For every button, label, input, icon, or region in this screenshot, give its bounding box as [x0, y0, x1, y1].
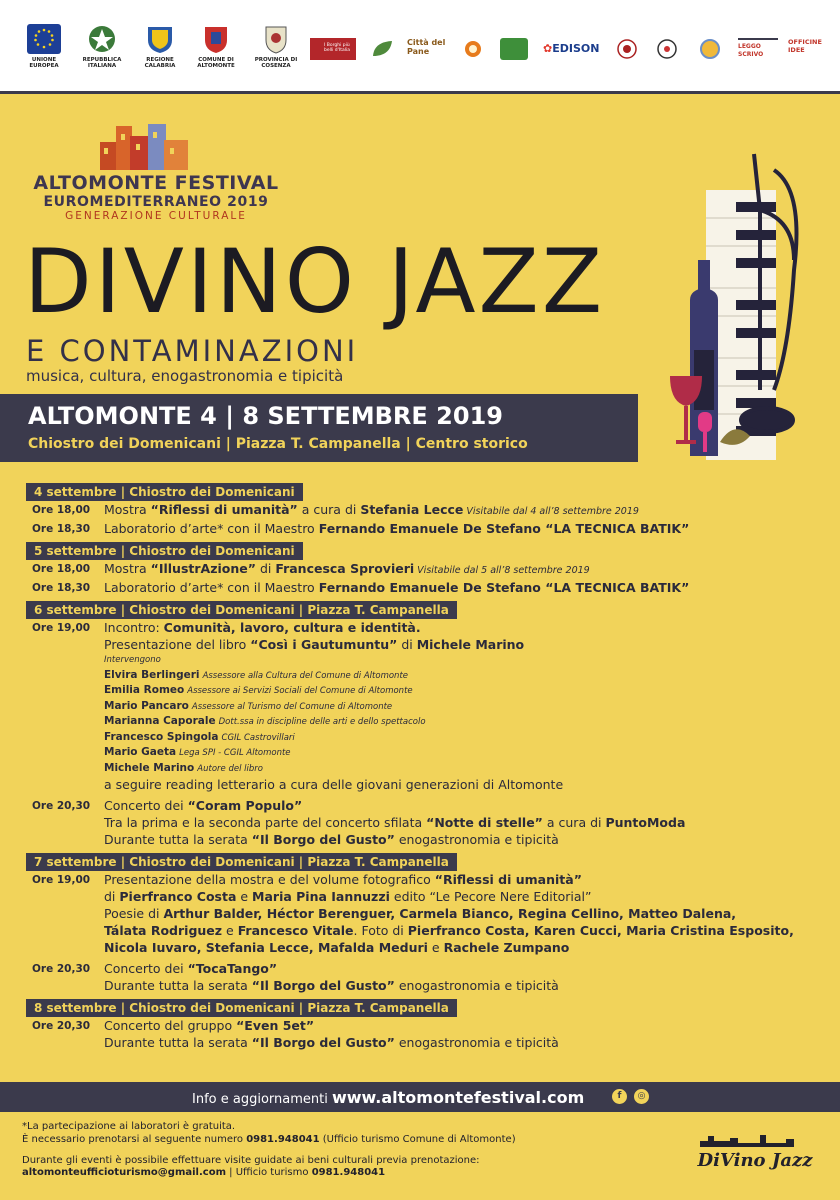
- event-line: [26, 977, 816, 994]
- edison-flower-icon: ✿: [543, 42, 553, 55]
- leggo-scrivo-logo-text: LEGGO SCRIVO: [738, 43, 764, 58]
- facebook-icon[interactable]: f: [612, 1089, 627, 1104]
- speaker-role: Assessore al Turismo del Comune di Altomonte: [191, 701, 393, 712]
- officine-idee-logo: [788, 38, 830, 60]
- event-text: di: [397, 637, 417, 652]
- event-item: [26, 560, 816, 579]
- speaker-name: Emilia Romeo: [104, 684, 185, 696]
- event-text: . Foto di: [353, 923, 408, 938]
- event-highlight: Fernando Emanuele De Stefano “LA TECNICA BATIK”: [318, 580, 690, 595]
- calabria-logo: [134, 24, 186, 69]
- festival-tagline: GENERAZIONE CULTURALE: [65, 210, 247, 222]
- speaker-item: [26, 668, 816, 684]
- altomonte-crest-icon: [199, 24, 233, 54]
- borghi-logo-text: I Borghi più belli d'Italia: [324, 43, 351, 53]
- edison-logo: [543, 38, 603, 60]
- event-line: [26, 814, 816, 831]
- divino-jazz-logo: [690, 1132, 820, 1180]
- speaker-list: [26, 668, 816, 777]
- speaker-role: Assessore alla Cultura del Comune di Altomonte: [202, 670, 409, 681]
- eu-logo-label: UNIONE EUROPEA: [29, 57, 59, 69]
- info-line: [192, 1088, 584, 1107]
- day-header: 7 settembre | Chiostro dei Domenicani | Piazza T. Campanella: [26, 853, 457, 871]
- day-4-september: [26, 481, 816, 537]
- festival-subtitle: EUROMEDITERRANEO 2019: [43, 194, 269, 210]
- partner-logo-strip: [0, 0, 840, 94]
- speaker-name: Francesco Spingola: [104, 730, 219, 743]
- event-item: [26, 871, 816, 888]
- event-time: Ore 19,00: [32, 622, 91, 634]
- cosenza-crest-icon: [259, 24, 293, 54]
- altomonte-logo: [190, 24, 242, 69]
- event-text: enogastronomia e tipicità: [394, 1035, 559, 1050]
- cooking-club-logo-icon: [656, 38, 678, 60]
- event-text: Durante tutta la serata: [104, 978, 252, 993]
- event-text: Mostra: [104, 502, 151, 517]
- event-item: [26, 501, 816, 520]
- speakers-heading: [26, 653, 816, 668]
- event-highlight: Pierfranco Costa: [119, 889, 237, 904]
- calabria-logo-label: REGIONE CALABRIA: [144, 57, 176, 69]
- event-text: a cura di: [542, 815, 606, 830]
- italy-logo: [76, 24, 128, 69]
- footer-note-text: (Ufficio turismo Comune di Altomonte): [319, 1134, 516, 1145]
- event-text: enogastronomia e tipicità: [394, 978, 559, 993]
- day-header: 4 settembre | Chiostro dei Domenicani: [26, 483, 303, 501]
- event-highlight: Fernando Emanuele De Stefano “LA TECNICA BATIK”: [318, 521, 690, 536]
- instagram-icon[interactable]: ◎: [634, 1089, 649, 1104]
- day-8-september: [26, 997, 816, 1051]
- event-item: [26, 520, 816, 537]
- wine-trumpet-piano-illustration: [664, 150, 814, 470]
- leggo-scrivo-logo: [738, 38, 778, 60]
- event-note: Visitabile dal 4 all’8 settembre 2019: [463, 506, 639, 517]
- event-line: [26, 922, 816, 939]
- event-highlight: “Il Borgo del Gusto”: [251, 1035, 395, 1050]
- event-highlight: “Riflessi di umanità”: [434, 872, 582, 887]
- event-time: Ore 18,30: [32, 582, 91, 594]
- event-time: Ore 18,00: [32, 563, 91, 575]
- event-item: [26, 579, 816, 596]
- event-highlight: Maria Pina Iannuzzi: [252, 889, 390, 904]
- info-label: Info e aggiornamenti: [192, 1092, 332, 1107]
- event-text: Durante tutta la serata: [104, 1035, 252, 1050]
- eu-logo: [18, 24, 70, 69]
- green-badge-logo: [500, 38, 528, 60]
- event-text: Concerto del gruppo: [104, 1018, 237, 1033]
- event-highlight: “Even 5et”: [236, 1018, 315, 1033]
- event-highlight: Francesca Sprovieri: [275, 561, 415, 576]
- website-link[interactable]: www.altomontefestival.com: [331, 1088, 585, 1107]
- footer-note-text: È necessario prenotarsi al seguente numero: [22, 1134, 247, 1145]
- program-schedule: [26, 481, 816, 1054]
- speaker-item: [26, 699, 816, 715]
- event-text: e: [222, 923, 238, 938]
- day-header: 8 settembre | Chiostro dei Domenicani | Piazza T. Campanella: [26, 999, 457, 1017]
- event-highlight: “Così i Gautumuntu”: [250, 637, 398, 652]
- speaker-item: [26, 714, 816, 730]
- event-text: Poesie di: [104, 906, 164, 921]
- edison-logo-text: EDISON: [552, 42, 600, 55]
- circle-seal-logo-icon: [616, 38, 638, 60]
- event-highlight: Stefania Lecce: [360, 502, 464, 517]
- event-text: e: [427, 940, 444, 955]
- event-highlight: “IllustrAzione”: [150, 561, 256, 576]
- footer-note-1: *La partecipazione ai laboratori è gratuita.: [22, 1121, 236, 1132]
- event-item: [26, 797, 816, 814]
- event-highlight: “Riflessi di umanità”: [150, 502, 298, 517]
- day-header: 5 settembre | Chiostro dei Domenicani: [26, 542, 303, 560]
- event-dates: ALTOMONTE 4 | 8 SETTEMBRE 2019: [28, 402, 503, 430]
- event-line: [26, 776, 816, 793]
- event-time: Ore 20,30: [32, 963, 91, 975]
- event-text: Presentazione della mostra e del volume fotografico: [104, 872, 435, 887]
- event-subtitle: E CONTAMINAZIONI: [26, 334, 359, 368]
- event-time: Ore 18,30: [32, 523, 91, 535]
- day-header: 6 settembre | Chiostro dei Domenicani | Piazza T. Campanella: [26, 601, 457, 619]
- event-highlight: Francesco Vitale: [237, 923, 354, 938]
- event-line: [26, 1034, 816, 1051]
- event-text: Laboratorio d’arte* con il Maestro: [104, 521, 319, 536]
- event-tagline: musica, cultura, enogastronomia e tipicità: [26, 367, 344, 385]
- event-text: Concerto dei: [104, 961, 188, 976]
- town-skyline-icon: [690, 1133, 820, 1147]
- calabria-crest-icon: [143, 24, 177, 54]
- event-text: edito “Le Pecore Nere Editorial”: [389, 889, 592, 904]
- speakers-heading-text: Intervengono: [104, 655, 161, 665]
- event-line: [26, 636, 816, 653]
- speaker-name: Mario Gaeta: [104, 746, 177, 758]
- round-emblem-logo-icon: [698, 38, 722, 60]
- footer-phone: 0981.948041: [311, 1167, 386, 1178]
- speaker-name: Elvira Berlingeri: [104, 668, 200, 681]
- speaker-name: Mario Pancaro: [104, 699, 189, 712]
- event-time: Ore 18,00: [32, 504, 91, 516]
- speaker-item: [26, 761, 816, 777]
- speaker-item: [26, 745, 816, 761]
- green-leaf-logo-icon: [370, 38, 396, 60]
- event-text: Mostra: [104, 561, 151, 576]
- event-highlight: “Il Borgo del Gusto”: [251, 832, 395, 847]
- event-text: Incontro:: [104, 620, 164, 635]
- event-time: Ore 20,30: [32, 1020, 91, 1032]
- event-text: enogastronomia e tipicità: [394, 832, 559, 847]
- event-highlight: Michele Marino: [416, 637, 525, 652]
- snail-logo-icon: [458, 38, 486, 60]
- speaker-role: CGIL Castrovillari: [221, 732, 295, 743]
- speaker-name: Michele Marino: [104, 761, 195, 774]
- event-line: [26, 905, 816, 922]
- event-text: Laboratorio d’arte* con il Maestro: [104, 580, 319, 595]
- event-text: Tra la prima e la seconda parte del concerto sfilata: [104, 815, 427, 830]
- event-highlight: “Coram Populo”: [187, 798, 303, 813]
- citta-pane-logo-text: Città del Pane: [407, 38, 446, 56]
- italy-emblem-icon: [85, 24, 119, 54]
- event-line: [26, 888, 816, 905]
- speaker-item: [26, 683, 816, 699]
- event-text: Concerto dei: [104, 798, 188, 813]
- cosenza-logo: [250, 24, 302, 69]
- event-item: [26, 960, 816, 977]
- event-text: Presentazione del libro: [104, 637, 251, 652]
- divino-jazz-logo-text: DiVino Jazz: [697, 1150, 813, 1171]
- event-line: [26, 939, 816, 956]
- footer-email[interactable]: altomonteufficioturismo@gmail.com: [22, 1167, 226, 1178]
- event-highlight: “Notte di stelle”: [426, 815, 543, 830]
- event-line: [26, 831, 816, 848]
- event-highlight: Pierfranco Costa, Karen Cucci, Maria Cristina Esposito,: [407, 923, 794, 938]
- citta-pane-logo: [407, 38, 447, 60]
- event-places: Chiostro dei Domenicani | Piazza T. Campanella | Centro storico: [28, 436, 528, 452]
- footer-note-text: | Ufficio turismo: [226, 1167, 312, 1178]
- event-highlight: PuntoModa: [605, 815, 686, 830]
- day-6-september: [26, 599, 816, 848]
- event-highlight: “Il Borgo del Gusto”: [251, 978, 395, 993]
- event-text: Durante tutta la serata: [104, 832, 252, 847]
- italy-logo-label: REPUBBLICA ITALIANA: [82, 57, 122, 69]
- event-highlight: Arthur Balder, Héctor Berenguer, Carmela Bianco, Regina Cellino, Matteo Dalena,: [163, 906, 737, 921]
- event-note: Visitabile dal 5 all’8 settembre 2019: [414, 565, 590, 576]
- speaker-name: Marianna Caporale: [104, 715, 216, 727]
- cosenza-logo-label: PROVINCIA DI COSENZA: [254, 57, 298, 69]
- footer-phone: 0981.948041: [246, 1134, 320, 1145]
- speaker-role: Autore del libro: [197, 763, 263, 774]
- footer-note-3: Durante gli eventi è possibile effettuare visite guidate ai beni culturali previa prenotazione:: [22, 1155, 480, 1166]
- event-highlight: Nicola Iuvaro, Stefania Lecce, Mafalda Meduri: [104, 940, 428, 955]
- speaker-role: Lega SPI - CGIL Altomonte: [179, 748, 291, 758]
- event-text: a cura di: [297, 502, 361, 517]
- event-highlight: Rachele Zumpano: [443, 940, 570, 955]
- officine-idee-logo-text: OFFICINE IDEE: [788, 38, 822, 54]
- event-highlight: “TocaTango”: [187, 961, 278, 976]
- event-highlight: Tálata Rodriguez: [104, 923, 223, 938]
- event-text: di: [104, 889, 120, 904]
- event-text: a seguire reading letterario a cura delle giovani generazioni di Altomonte: [104, 777, 564, 792]
- speaker-role: Assessore ai Servizi Sociali del Comune di Altomonte: [187, 686, 413, 696]
- footer-note-2: [22, 1134, 516, 1145]
- event-time: Ore 20,30: [32, 800, 91, 812]
- event-item: [26, 1017, 816, 1034]
- event-item: [26, 619, 816, 636]
- footer-contact: [22, 1167, 385, 1178]
- eu-flag-icon: [27, 24, 61, 54]
- event-text: di: [255, 561, 276, 576]
- event-title: DIVINO JAZZ: [24, 230, 606, 333]
- day-7-september: [26, 851, 816, 994]
- speaker-role: Dott.ssa in discipline delle arti e dello spettacolo: [218, 717, 426, 727]
- altomonte-logo-label: COMUNE DI ALTOMONTE: [197, 57, 235, 69]
- festival-header: [26, 120, 286, 222]
- event-highlight: Comunità, lavoro, cultura e identità.: [163, 620, 421, 635]
- borghi-logo: [310, 38, 356, 60]
- festival-title: ALTOMONTE FESTIVAL: [33, 172, 279, 194]
- event-text: e: [236, 889, 253, 904]
- day-5-september: [26, 540, 816, 596]
- event-time: Ore 19,00: [32, 874, 91, 886]
- speaker-item: [26, 730, 816, 746]
